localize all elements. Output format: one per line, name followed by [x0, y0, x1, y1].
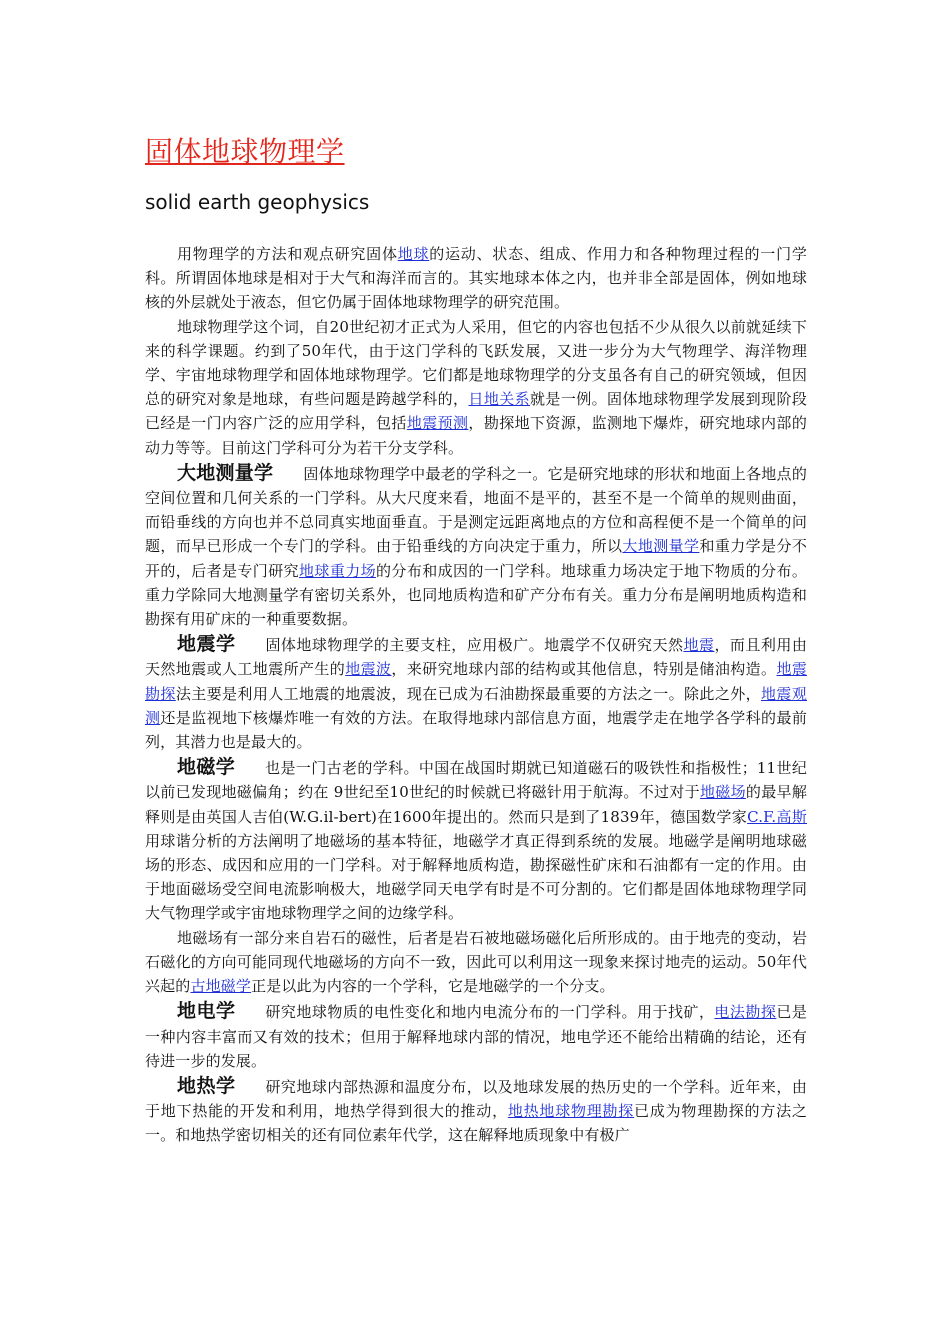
text-run: 研究地球物质的电性变化和地内电流分布的一门学科。用于找矿，	[265, 1003, 715, 1022]
link-solar-terrestrial-relation[interactable]: 日地关系	[468, 390, 531, 409]
text-run: 还是监视地下核爆炸唯一有效的方法。在取得地球内部信息方面，地震学走在地学各学科的最前列，其潜力也是最大的。	[145, 708, 807, 752]
text-run: 法主要是利用人工地震的地震波，现在已成为石油勘探最重要的方法之一。除此之外，	[175, 684, 762, 703]
link-seismic-wave[interactable]: 地震波	[345, 660, 392, 679]
text-run: 地磁场有一部分来自岩石的磁性，后者是岩石被地磁场磁化后所形成的。由于地壳的变动，岩石磁化的方向可能同现代地磁场的方向不一致，因此可以利用这一现象来探讨地壳的运动。50年代兴起的	[145, 928, 807, 996]
document-page	[145, 132, 807, 1148]
text-run: 研究地球内部热源和温度分布，以及地球发展的热历史的一个学科。近年来，由于地下热能的开发和利用，地热学得到很大的推动，	[145, 1077, 807, 1121]
intro-paragraph	[145, 242, 807, 315]
text-run: 的运动、状态、组成、作用力和各种物理过程的一门学科。所谓固体地球是相对于大气和海洋而言的。其实地球本体之内，也并非全部是固体，例如地球核的外层就处于液态，但它仍属于固体地球物理学的研究范围。	[145, 245, 807, 312]
link-electrical-prospecting[interactable]: 电法勘探	[714, 1003, 777, 1022]
link-gauss[interactable]: C.F.高斯	[747, 807, 808, 826]
text-run: 已成为物理勘探的方法之一。和地热学密切相关的还有同位素年代学，这在解释地质现象中有极广	[145, 1102, 808, 1145]
link-earthquake-prediction[interactable]: 地震预测	[406, 414, 469, 433]
paleomagnetism-paragraph	[145, 926, 807, 999]
section-term-geothermics: 地热学	[177, 1074, 236, 1097]
link-seismic-exploration[interactable]: 地震勘探	[145, 660, 807, 703]
section-term-geoelectricity: 地电学	[177, 1000, 236, 1023]
text-run: 用物理学的方法和观点研究固体	[177, 245, 398, 263]
text-run: 正是以此为内容的一个学科，它是地磁学的一个分支。	[251, 977, 615, 996]
link-paleomagnetism[interactable]: 古地磁学	[190, 977, 252, 996]
text-run: 已是一种内容丰富而又有效的技术；但用于解释地球内部的情况，地电学还不能给出精确的结论，还有待进一步的发展。	[145, 1003, 807, 1070]
text-run: 地球物理学这个词，自20世纪初才正式为人采用，但它的内容也包括不少从很久以前就延续下来的科学课题。约到了50年代，由于这门学科的飞跃发展，又进一步分为大气物理学、海洋物理学、宇宙地球物理学和固体地球物理学。它们都是地球物理学的分支虽各有自己的研究领域，但因总的研究对象是地球，有些问题是跨越学科的，	[145, 317, 807, 409]
text-run: 的最早解释则是由英国人吉伯(W.G.il-bert)在1600年提出的。然而只是到了1839年，德国数学家	[145, 783, 807, 826]
section-term-geodesy: 大地测量学	[177, 461, 274, 484]
link-earth[interactable]: 地球	[397, 245, 430, 263]
page-subtitle: solid earth geophysics	[145, 190, 370, 214]
geodesy-paragraph	[145, 461, 807, 631]
link-geodesy[interactable]: 大地测量学	[622, 537, 700, 556]
geothermics-paragraph	[145, 1074, 807, 1148]
text-run: 的分布和成因的一门学科。地球重力场决定于地下物质的分布。重力学除同大地测量学有密切关系外，也同地质构造和矿产分布有关。重力分布是阐明地质构造和勘探有用矿床的一种重要数据。	[145, 561, 807, 629]
link-seismic-observation[interactable]: 地震观测	[145, 684, 807, 727]
page-title[interactable]: 固体地球物理学	[145, 135, 345, 168]
text-run: 用球谐分析的方法阐明了地磁场的基本特征，地磁学才真正得到系统的发展。地磁学是阐明地球磁场的形态、成因和应用的一门学科。对于解释地质构造，勘探磁性矿床和石油都有一定的作用。由于地面磁场受空间电流影响极大，地磁学同天电学有时是不可分割的。它们都是固体地球物理学同大气物理学或宇宙地球物理学之间的边缘学科。	[145, 831, 807, 923]
geomagnetism-paragraph	[145, 755, 807, 925]
geoelectricity-paragraph	[145, 999, 807, 1073]
text-run: 固体地球物理学中最老的学科之一。它是研究地球的形状和地面上各地点的空间位置和几何关系的一门学科。从大尺度来看，地面不是平的，甚至不是一个简单的规则曲面，而铅垂线的方向也并不总同真实地面垂直。于是测定远距离地点的方位和高程便不是一个简单的问题，而早已形成一个专门的学科。由于铅垂线的方向决定于重力，所以	[145, 464, 807, 556]
text-run: 和重力学是分不开的，后者是专门研究	[145, 537, 807, 580]
history-paragraph	[145, 315, 807, 460]
link-geomagnetic-field[interactable]: 地磁场	[699, 783, 746, 802]
link-geothermal-prospecting[interactable]: 地热地球物理勘探	[507, 1102, 635, 1121]
seismology-paragraph	[145, 632, 807, 754]
section-term-geomagnetism: 地磁学	[177, 756, 236, 779]
link-earthquake[interactable]: 地震	[683, 636, 715, 655]
text-run: 也是一门古老的学科。中国在战国时期就已知道磁石的吸铁性和指极性；11世纪以前已发现地磁偏角；约在 9世纪至10世纪的时候就已将磁针用于航海。不过对于	[145, 759, 807, 802]
text-run: ，而且利用由天然地震或人工地震所产生的	[145, 636, 807, 679]
text-run: ，来研究地球内部的结构或其他信息，特别是储油构造。	[391, 660, 777, 679]
text-run: ，勘探地下资源，监测地下爆炸，研究地球内部的动力等等。目前这门学科可分为若干分支学科。	[145, 414, 807, 457]
link-gravity-field[interactable]: 地球重力场	[299, 561, 377, 580]
text-run: 固体地球物理学的主要支柱，应用极广。地震学不仅研究天然	[265, 636, 684, 655]
section-term-seismology: 地震学	[177, 633, 236, 656]
article-body	[145, 242, 807, 1148]
text-run: 就是一例。固体地球物理学发展到现阶段已经是一门内容广泛的应用学科，包括	[145, 390, 807, 433]
